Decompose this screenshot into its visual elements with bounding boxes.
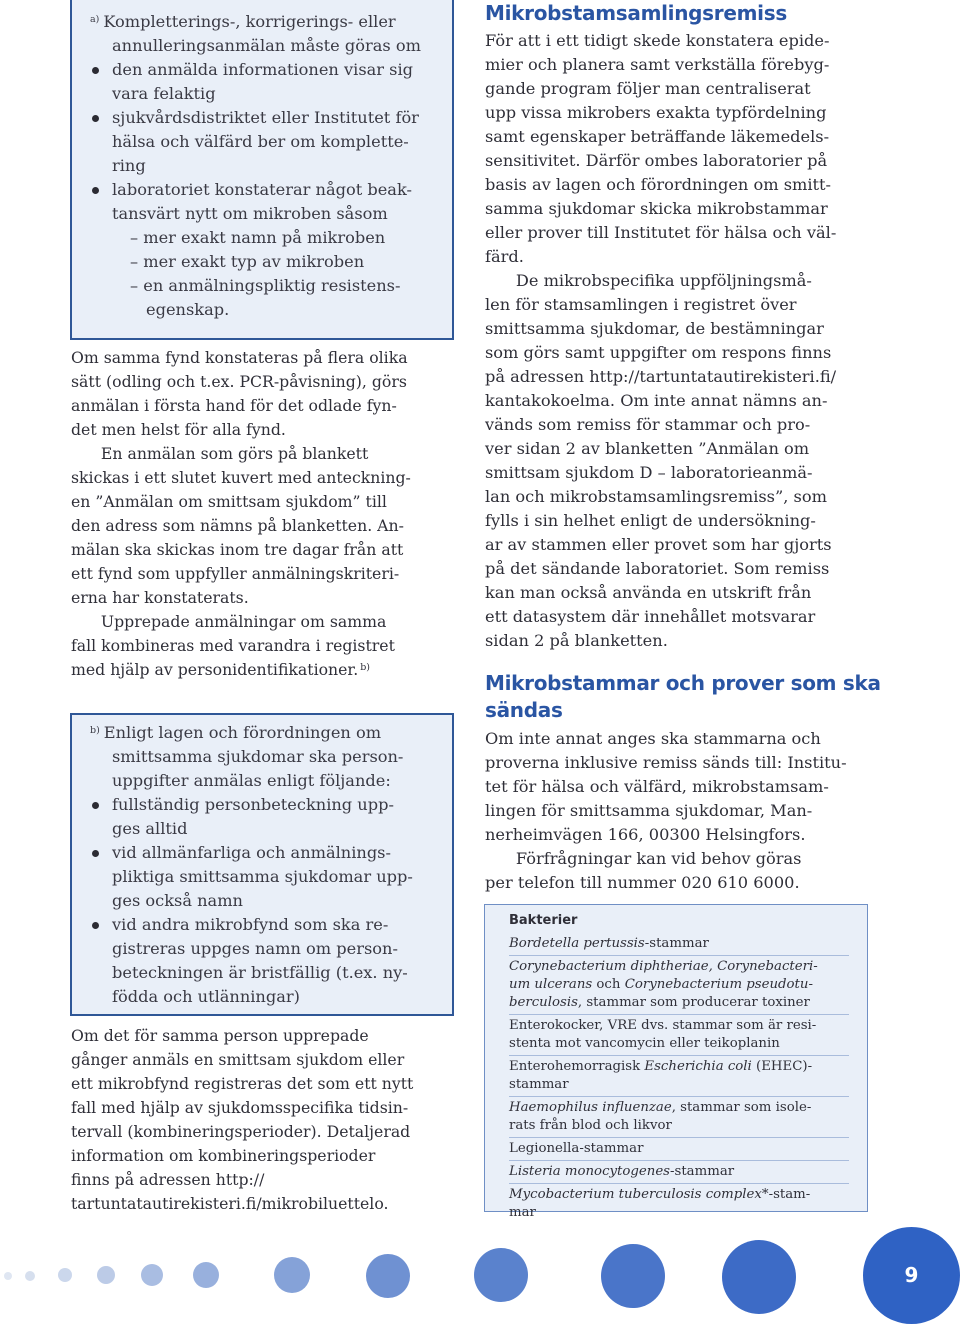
bacteria-item — [509, 1137, 849, 1160]
dash-item: egenskap. — [146, 300, 230, 319]
bullet-item: laboratoriet konstaterar något beak- — [90, 178, 421, 202]
bullet-item: fullständig personbeteckning upp- — [90, 793, 413, 817]
section-heading — [485, 0, 836, 27]
bacteria-item — [509, 1014, 849, 1055]
bacteria-text: och — [592, 977, 625, 992]
body-line: vänds som remiss för stammar och pro- — [485, 415, 811, 434]
bullet-continuation: ges också namn — [112, 891, 243, 910]
body-line: som görs samt uppgifter om respons finns — [485, 343, 832, 362]
body-line: basis av lagen och förordningen om smitt- — [485, 175, 832, 194]
bacteria-text: Enterokocker, VRE dvs. stammar som är resi- — [509, 1018, 817, 1033]
body-line: Upprepade anmälningar om samma — [71, 612, 387, 631]
footnote-box-a — [70, 0, 454, 340]
body-line: den adress som nämns på blanketten. An- — [71, 516, 404, 535]
bacteria-text: Corynebacterium pseudotu- — [624, 977, 813, 992]
body-line: nerheimvägen 166, 00300 Helsingfors. — [485, 825, 806, 844]
bacteria-item — [509, 933, 849, 955]
body-line: på adressen http://tartuntatautirekisteri.fi/ — [485, 367, 837, 386]
body-line: smittsamma sjukdomar, de bestämningar — [485, 319, 824, 338]
bacteria-text: Enterohemorragisk — [509, 1059, 645, 1074]
body-line: en ”Anmälan om smittsam sjukdom” till — [71, 492, 387, 511]
body-line: sidan 2 på blanketten. — [485, 631, 668, 650]
body-line: proverna inklusive remiss sänds till: Institu- — [485, 753, 847, 772]
body-line: sätt (odling och t.ex. PCR-påvisning), görs — [71, 372, 407, 391]
body-line: Om det för samma person upprepade — [71, 1026, 369, 1045]
section-body — [485, 29, 836, 653]
bacteria-text: berculosis — [509, 995, 578, 1010]
heading-line: Mikrobstammar och prover som ska — [485, 671, 881, 695]
body-line: De mikrobspecifika uppföljningsmå- — [485, 271, 812, 290]
body-line: kantakokoelma. Om inte annat nämns an- — [485, 391, 828, 410]
body-line: Förfrågningar kan vid behov göras — [485, 849, 802, 868]
body-line: len för stamsamlingen i registret över — [485, 295, 797, 314]
bacteria-text: Mycobacterium tuberculosis complex — [509, 1187, 762, 1202]
decorative-dot — [274, 1257, 310, 1293]
bacteria-text: , stammar som producerar toxiner — [577, 995, 810, 1010]
bullet-continuation: tansvärt nytt om mikroben såsom — [112, 204, 388, 223]
footnote-line: annulleringsanmälan måste göras om — [112, 36, 421, 55]
bacteria-list-box — [484, 904, 868, 1220]
dash-item: – mer exakt namn på mikroben — [130, 228, 386, 247]
bacteria-item — [509, 955, 849, 1014]
section-strain-collection-referral — [485, 0, 836, 653]
bacteria-text: Legionella-stammar — [509, 1141, 644, 1156]
bacteria-item — [509, 1055, 849, 1096]
body-line: smittsam sjukdom D – laboratorieanmä- — [485, 463, 813, 482]
body-line: ett datasystem där innehållet motsvarar — [485, 607, 816, 626]
body-line: tet för hälsa och välfärd, mikrobstamsam- — [485, 777, 829, 796]
body-line: fylls i sin helhet enligt de undersökning- — [485, 511, 816, 530]
footnote-line: $^{a)}$ Kompletterings-, korrigerings- eller — [90, 12, 396, 31]
footnote-marker: b) — [90, 725, 100, 736]
heading-line: Mikrobstamsamlingsremiss — [485, 1, 787, 25]
body-line: det men helst för alla fynd. — [71, 420, 286, 439]
body-line: samma sjukdomar skicka mikrobstammar — [485, 199, 828, 218]
body-line: kan man också använda en utskrift från — [485, 583, 812, 602]
bacteria-items — [509, 933, 849, 1224]
body-line: tartuntatautirekisteri.fi/mikrobiluettelo. — [71, 1194, 389, 1213]
footnote-box-b — [70, 713, 454, 1016]
bacteria-item — [509, 1183, 849, 1224]
decorative-dot — [97, 1266, 115, 1284]
section-body — [485, 727, 881, 895]
bacteria-text: Bordetella pertussis — [509, 936, 645, 951]
footnote-marker: b) — [360, 662, 370, 673]
body-line: finns på adressen http:// — [71, 1170, 265, 1189]
body-line: med hjälp av personidentifikationer. $^{b)}$ — [71, 660, 370, 679]
body-line: Om samma fynd konstateras på flera olika — [71, 348, 408, 367]
bacteria-text: um ulcerans — [509, 977, 593, 992]
decorative-dot — [141, 1264, 163, 1286]
decorative-dot — [193, 1262, 219, 1288]
decorative-dot — [722, 1240, 796, 1314]
bacteria-text: *-stam- — [761, 1187, 811, 1202]
body-line: lingen för smittsamma sjukdomar, Man- — [485, 801, 813, 820]
bullet-continuation: hälsa och välfärd ber om komplette- — [112, 132, 409, 151]
bacteria-text: , stammar som isole- — [671, 1100, 812, 1115]
bacteria-text: Corynebacterium diphtheriae, Corynebacteri- — [509, 959, 818, 974]
footnote-line: smittsamma sjukdomar ska person- — [112, 747, 404, 766]
body-line: erna har konstaterats. — [71, 588, 249, 607]
body-line: skickas i ett slutet kuvert med anteckning- — [71, 468, 411, 487]
bacteria-item — [509, 1160, 849, 1183]
footnote-line: $^{b)}$ Enligt lagen och förordningen om — [90, 723, 382, 742]
bullet-continuation: födda och utlänningar) — [112, 987, 300, 1006]
decorative-dot — [474, 1248, 528, 1302]
body-line: upp vissa mikrobers exakta typfördelning — [485, 103, 827, 122]
body-line: per telefon till nummer 020 610 6000. — [485, 873, 800, 892]
bullet-continuation: gistreras uppges namn om person- — [112, 939, 398, 958]
body-line: samt egenskaper beträffande läkemedels- — [485, 127, 830, 146]
body-line: För att i ett tidigt skede konstatera epide- — [485, 31, 830, 50]
dash-item: – mer exakt typ av mikroben — [130, 252, 365, 271]
body-line: fall med hjälp av sjukdomsspecifika tidsin- — [71, 1098, 409, 1117]
body-line: färd. — [485, 247, 524, 266]
body-line: tervall (kombineringsperioder). Detaljerad — [71, 1122, 411, 1141]
bullet-continuation: ring — [112, 156, 146, 175]
bacteria-text: -stammar — [670, 1164, 735, 1179]
bullet-item: sjukvårdsdistriktet eller Institutet för — [90, 106, 421, 130]
body-line: Om inte annat anges ska stammarna och — [485, 729, 821, 748]
body-line: gande program följer man centraliserat — [485, 79, 811, 98]
bullet-continuation: vara felaktig — [112, 84, 216, 103]
bullet-continuation: pliktiga smittsamma sjukdomar upp- — [112, 867, 413, 886]
heading-line: sändas — [485, 698, 563, 722]
combination-periods-text — [71, 1024, 413, 1216]
body-line: ver sidan 2 av blanketten ”Anmälan om — [485, 439, 810, 458]
body-line: på det sändande laboratoriet. Som remiss — [485, 559, 830, 578]
decorative-dot — [25, 1271, 35, 1281]
body-line: lan och mikrobstamsamlingsremiss”, som — [485, 487, 827, 506]
body-line: ar av stammen eller provet som har gjorts — [485, 535, 832, 554]
body-line: mälan ska skickas inom tre dagar från att — [71, 540, 404, 559]
bacteria-text: -stammar — [644, 936, 709, 951]
bacteria-text: Listeria monocytogenes — [509, 1164, 671, 1179]
section-heading — [485, 670, 881, 724]
body-line: En anmälan som görs på blankett — [71, 444, 369, 463]
footnote-b-text — [90, 721, 413, 1009]
bullet-item: den anmälda informationen visar sig — [90, 58, 421, 82]
bacteria-text: stenta mot vancomycin eller teikoplanin — [509, 1036, 780, 1051]
dash-item: – en anmälningspliktig resistens- — [130, 276, 401, 295]
bullet-continuation: ges alltid — [112, 819, 188, 838]
bullet-item: vid allmänfarliga och anmälnings- — [90, 841, 413, 865]
body-line: ett mikrobfynd registreras det som ett nytt — [71, 1074, 414, 1093]
footnote-a-text — [90, 10, 421, 322]
body-line: information om kombineringsperioder — [71, 1146, 376, 1165]
body-line: mier och planera samt verkställa förebyg- — [485, 55, 830, 74]
bacteria-list-title: Bakterier — [509, 913, 578, 928]
bacteria-text: Escherichia coli — [644, 1059, 752, 1074]
bacteria-text: mar — [509, 1205, 536, 1220]
decorative-dot — [4, 1272, 12, 1280]
footnote-line: uppgifter anmälas enligt följande: — [112, 771, 391, 790]
page-number: 9 — [904, 1263, 919, 1287]
decorative-dot — [58, 1268, 72, 1282]
bacteria-list — [509, 912, 849, 1224]
body-line: fall kombineras med varandra i registret — [71, 636, 395, 655]
bacteria-text: Haemophilus influenzae — [509, 1100, 672, 1115]
bullet-continuation: beteckningen är bristfällig (t.ex. ny- — [112, 963, 408, 982]
reporting-body-text — [71, 346, 411, 682]
bacteria-item — [509, 1096, 849, 1137]
bacteria-text: stammar — [509, 1077, 569, 1092]
footnote-marker: a) — [90, 14, 100, 25]
body-line: eller prover till Institutet för hälsa och väl- — [485, 223, 837, 242]
bacteria-text: (EHEC)- — [751, 1059, 813, 1074]
body-line: gånger anmäls en smittsam sjukdom eller — [71, 1050, 405, 1069]
decorative-dot — [601, 1244, 665, 1308]
body-line: anmälan i första hand för det odlade fyn- — [71, 396, 397, 415]
bullet-item: vid andra mikrobfynd som ska re- — [90, 913, 413, 937]
bacteria-text: rats från blod och likvor — [509, 1118, 672, 1133]
body-line: ett fynd som uppfyller anmälningskriteri- — [71, 564, 400, 583]
decorative-dot — [366, 1254, 410, 1298]
body-line: sensitivitet. Därför ombes laboratorier på — [485, 151, 828, 170]
section-strains-to-send — [485, 670, 881, 895]
